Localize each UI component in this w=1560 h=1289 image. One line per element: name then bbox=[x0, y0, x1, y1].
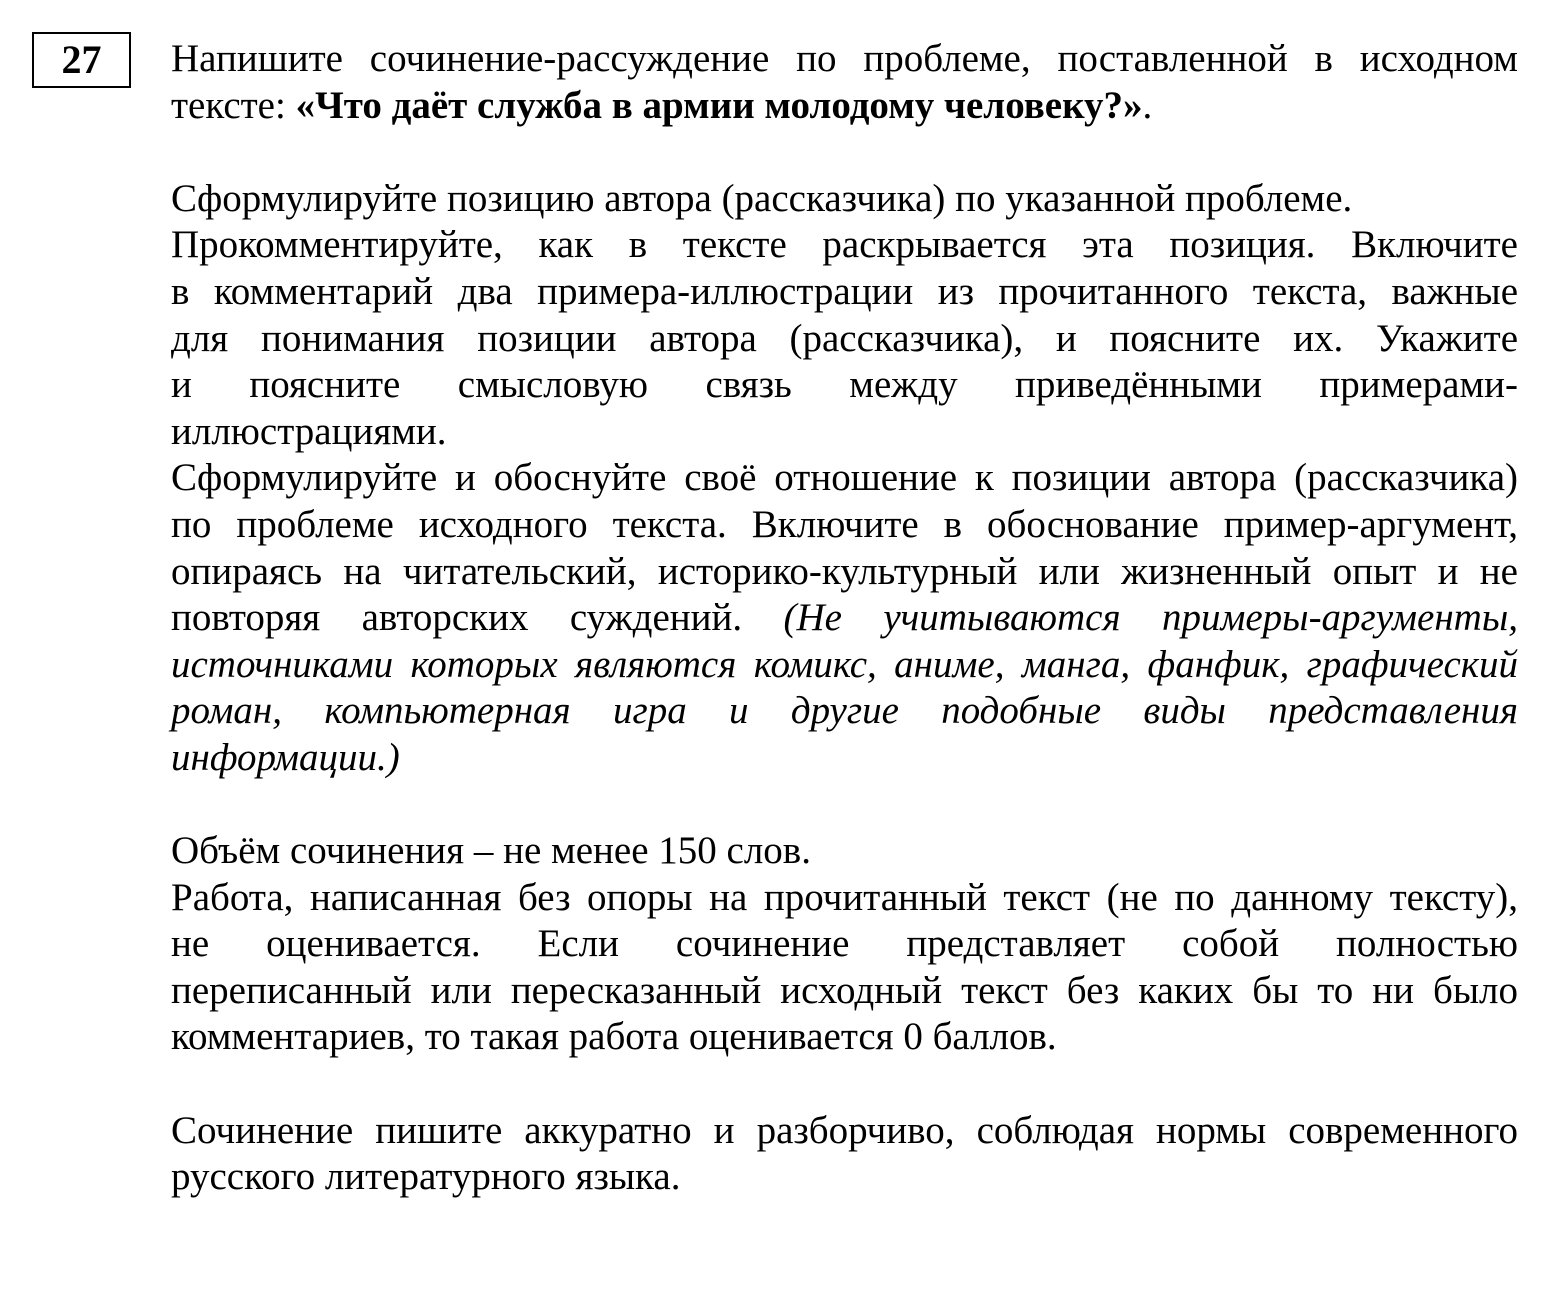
text-line bbox=[171, 735, 1518, 782]
text-block bbox=[171, 36, 1518, 129]
text-run: Работа, написанная без опоры на прочитанный текст (не по данному тексту), bbox=[171, 875, 1518, 919]
task-text bbox=[171, 36, 1518, 1201]
text-line bbox=[171, 1014, 1518, 1061]
text-line bbox=[171, 83, 1518, 130]
text-run: . bbox=[1142, 83, 1153, 127]
task-number: 27 bbox=[61, 37, 102, 82]
text-run: Объём сочинения – не менее 150 слов. bbox=[171, 829, 811, 873]
text-line bbox=[171, 502, 1518, 549]
text-line bbox=[171, 921, 1518, 968]
text-run: для понимания позиции автора (рассказчика), и поясните их. Укажите bbox=[171, 316, 1518, 360]
text-line bbox=[171, 222, 1518, 269]
text-run: русского литературного языка. bbox=[171, 1155, 681, 1199]
text-run: Прокомментируйте, как в тексте раскрывается эта позиция. Включите bbox=[171, 223, 1518, 267]
text-line bbox=[171, 828, 1518, 875]
text-run: источниками которых являются комикс, аниме, манга, фанфик, графический bbox=[171, 642, 1518, 686]
text-run: в комментарий два примера-иллюстрации из прочитанного текста, важные bbox=[171, 269, 1518, 313]
text-run: «Что даёт служба в армии молодому человеку?» bbox=[295, 83, 1143, 127]
text-line bbox=[171, 642, 1518, 689]
text-run: комментариев, то такая работа оценивается 0 баллов. bbox=[171, 1015, 1057, 1059]
text-line bbox=[171, 1108, 1518, 1155]
text-run: не оценивается. Если сочинение представляет собой полностью bbox=[171, 922, 1518, 966]
text-line bbox=[171, 455, 1518, 502]
text-line bbox=[171, 875, 1518, 922]
text-line bbox=[171, 688, 1518, 735]
text-run: иллюстрациями. bbox=[171, 409, 447, 453]
text-run: роман, компьютерная игра и другие подобные виды представления bbox=[171, 689, 1518, 733]
text-run: опираясь на читательский, историко-культурный или жизненный опыт и не bbox=[171, 549, 1518, 593]
text-run: и поясните смысловую связь между приведёнными примерами- bbox=[171, 363, 1518, 407]
text-block bbox=[171, 828, 1518, 1061]
text-run: переписанный или пересказанный исходный текст без каких бы то ни было bbox=[171, 968, 1518, 1012]
text-run: Напишите сочинение-рассуждение по проблеме, поставленной в исходном bbox=[171, 37, 1518, 80]
text-line bbox=[171, 409, 1518, 456]
text-run: по проблеме исходного текста. Включите в обоснование пример-аргумент, bbox=[171, 502, 1518, 546]
text-line bbox=[171, 595, 1518, 642]
text-line bbox=[171, 1154, 1518, 1201]
text-run: Сформулируйте и обоснуйте своё отношение к позиции автора (рассказчика) bbox=[171, 456, 1518, 500]
text-run: Сформулируйте позицию автора (рассказчика) по указанной проблеме. bbox=[171, 176, 1353, 220]
text-line bbox=[171, 549, 1518, 596]
text-run: (Не учитываются примеры-аргументы, bbox=[783, 596, 1518, 640]
text-line bbox=[171, 362, 1518, 409]
text-line bbox=[171, 176, 1518, 223]
text-run: повторяя авторских суждений. bbox=[171, 596, 784, 640]
text-block bbox=[171, 176, 1518, 782]
text-line bbox=[171, 269, 1518, 316]
text-run: тексте: bbox=[171, 83, 296, 127]
text-block bbox=[171, 1108, 1518, 1201]
text-line bbox=[171, 36, 1518, 83]
text-run: информации.) bbox=[171, 735, 400, 779]
text-line bbox=[171, 316, 1518, 363]
task-number-box bbox=[32, 32, 131, 88]
text-line bbox=[171, 968, 1518, 1015]
text-run: Сочинение пишите аккуратно и разборчиво, соблюдая нормы современного bbox=[171, 1108, 1518, 1152]
